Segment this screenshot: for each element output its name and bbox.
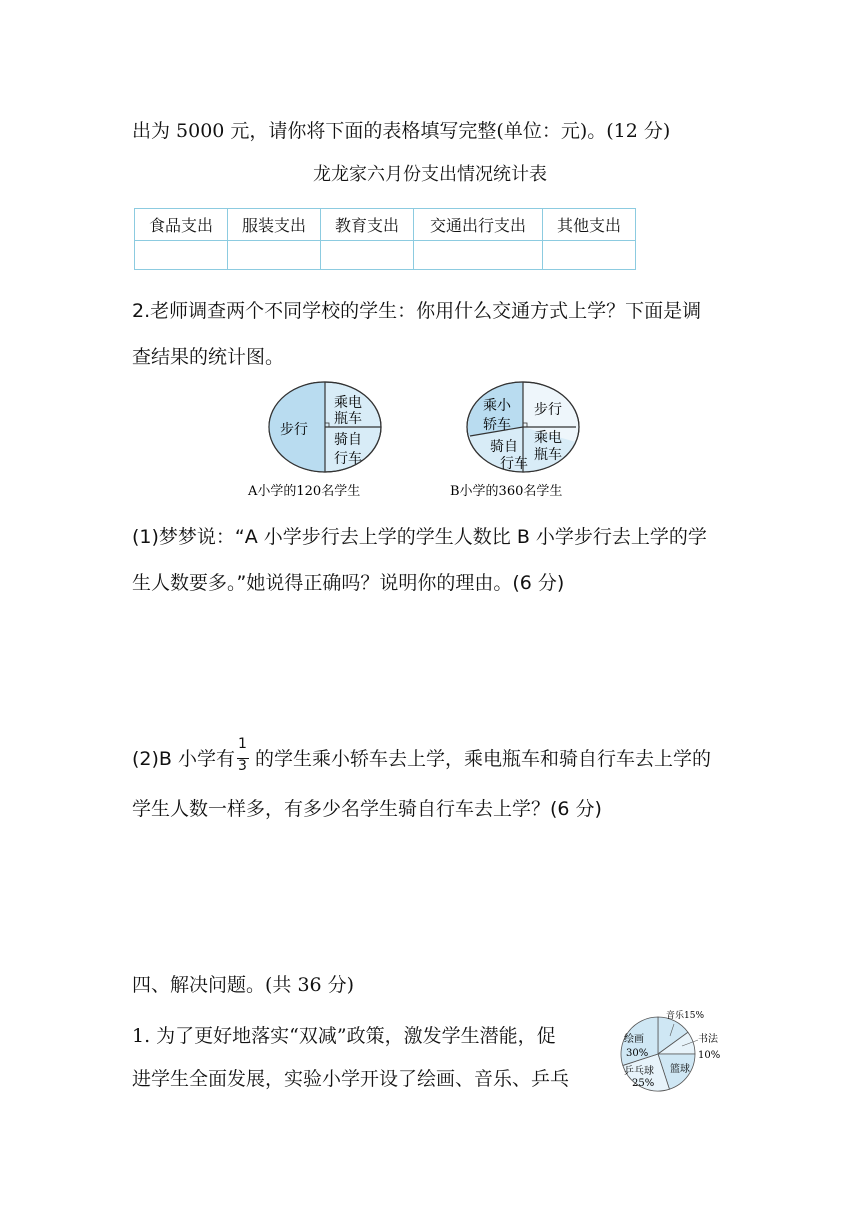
pie-a-label-walk: 步行 [280,422,308,438]
pie-b-label-bike-2: 行车 [500,456,528,472]
table-title: 龙龙家六月份支出情况统计表 [313,164,547,185]
table-header-transport: 交通出行支出 [414,209,543,241]
pie-label-calligraphy-pct: 10% [698,1050,721,1061]
table-cell-transport[interactable] [414,241,543,270]
section4-heading: 四、解决问题。(共 36 分) [132,974,355,996]
pie-b-label-bike-1: 骑自 [490,439,518,455]
table-header-clothing: 服装支出 [228,209,321,241]
pie-a-label-bike-2: 行车 [334,451,362,467]
q2-line2: 查结果的统计图。 [132,346,285,368]
section4-q1-line1: 1. 为了更好地落实“双减”政策，激发学生潜能，促 [132,1025,556,1047]
pie-b-label-ebike-2: 瓶车 [534,447,562,463]
q2-sub2-line2: 学生人数一样多，有多少名学生骑自行车去上学？(6 分) [132,798,602,820]
expense-table [134,208,636,270]
pie-label-pingpong-pct: 25% [632,1078,655,1089]
pie-b-caption: B小学的360名学生 [450,484,563,499]
section4-q1-line2: 进学生全面发展，实验小学开设了绘画、音乐、乒乓 [132,1068,570,1090]
table-cell-food[interactable] [135,241,228,270]
pie-label-painting: 绘画 [624,1034,644,1045]
pie-label-basketball: 篮球 [670,1064,690,1075]
table-header-other: 其他支出 [543,209,636,241]
q2-sub1-line2: 生人数要多。”她说得正确吗？说明你的理由。(6 分) [132,572,565,594]
table-cell-clothing[interactable] [228,241,321,270]
pie-chart-a [248,380,422,500]
q2-sub2-line1 [132,736,712,774]
pie-label-painting-pct: 30% [626,1048,649,1059]
pie-label-music: 音乐15% [666,1011,705,1021]
pie-a-caption: A小学的120名学生 [248,484,361,499]
pie-b-label-car-2: 轿车 [483,417,511,433]
pie-a-label-bike-1: 骑自 [334,432,362,448]
pie-b-label-car-1: 乘小 [483,398,511,414]
fraction-numerator: 1 [238,736,247,752]
table-cell-other[interactable] [543,241,636,270]
q2-line1: 2.老师调查两个不同学校的学生：你用什么交通方式上学？下面是调 [132,300,702,322]
table-header-food: 食品支出 [135,209,228,241]
fraction-denominator: 3 [238,758,247,774]
activities-pie-chart [612,1004,732,1100]
pie-a-label-ebike-2: 瓶车 [334,411,362,427]
q2-sub1-line1: (1)梦梦说：“A 小学步行去上学的学生人数比 B 小学步行去上学的学 [132,526,707,548]
table-header-education: 教育支出 [321,209,414,241]
pie-a-label-ebike-1: 乘电 [334,395,362,411]
table-cell-education[interactable] [321,241,414,270]
q2-sub2-pre: (2)B 小学有 [132,748,235,770]
q2-sub2-post: 的学生乘小轿车去上学，乘电瓶车和骑自行车去上学的 [255,748,712,770]
pie-chart-b [450,380,632,500]
intro-line: 出为 5000 元，请你将下面的表格填写完整(单位：元)。(12 分) [132,120,671,142]
pie-b-label-ebike-1: 乘电 [534,430,562,446]
pie-label-pingpong: 乒乓球 [624,1066,654,1077]
pie-b-label-walk: 步行 [534,402,562,418]
pie-label-calligraphy: 书法 [698,1034,718,1045]
